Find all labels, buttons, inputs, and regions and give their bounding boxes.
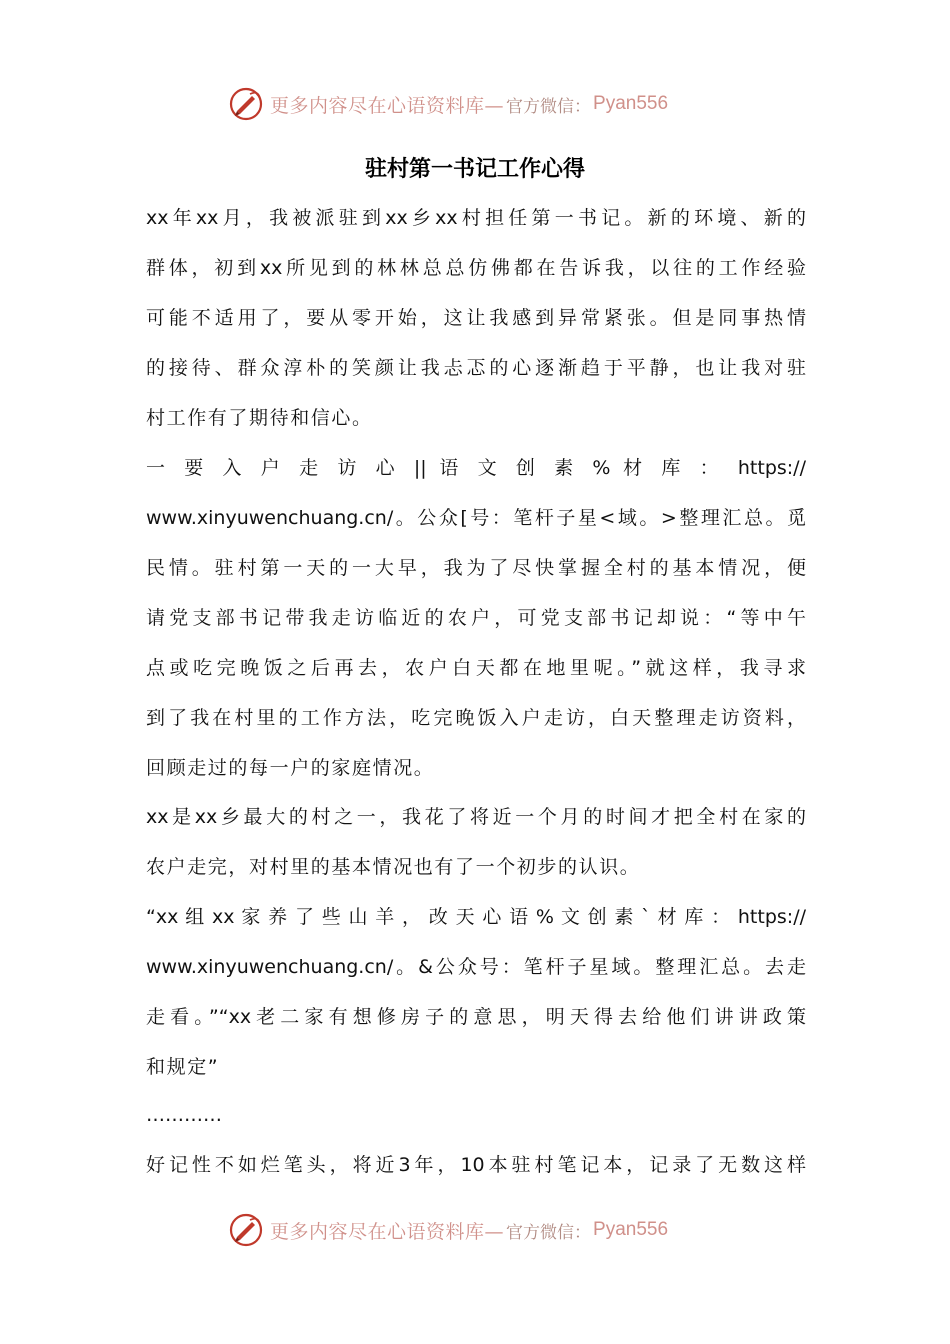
- header-banner: [228, 84, 668, 124]
- text-line: www.xinyuwenchuang.cn/。公众[号：笔杆子星<域。>整理汇总。觅: [146, 507, 806, 529]
- banner-wechat-id: Pyan556: [593, 93, 669, 114]
- banner-wechat-id: Pyan556: [593, 1219, 669, 1240]
- text-line: 回顾走过的每一户的家庭情况。: [146, 757, 435, 779]
- text-line: 点或吃完晚饭之后再去，农户白天都在地里呢。”就这样，我寻求: [146, 657, 806, 679]
- text-line: xx是xx乡最大的村之一，我花了将近一个月的时间才把全村在家的: [146, 806, 806, 828]
- banner-slogan: 更多内容尽在心语资料库—: [270, 1220, 505, 1243]
- pen-logo-icon: [228, 1212, 264, 1248]
- text-line: 群体，初到xx所见到的林林总总仿佛都在告诉我，以往的工作经验: [146, 257, 806, 279]
- banner-slogan: 更多内容尽在心语资料库—: [270, 94, 505, 117]
- text-line: 民情。驻村第一天的一大早，我为了尽快掌握全村的基本情况，便: [146, 557, 806, 579]
- text-line: 村工作有了期待和信心。: [146, 407, 373, 429]
- text-line: www.xinyuwenchuang.cn/。&公众号：笔杆子星域。整理汇总。去走: [146, 956, 806, 978]
- text-line: “xx 组 xx 家 养 了 些 山 羊 ， 改 天 心 语 % 文 创 素 ` 材 库 ： https://: [146, 906, 806, 928]
- text-line: 的接待、群众淳朴的笑颜让我忐忑的心逐渐趋于平静，也让我对驻: [146, 357, 806, 379]
- banner-wechat-label: 官方微信：: [506, 1222, 592, 1243]
- ellipsis-line: …………: [146, 1104, 222, 1126]
- text-line: 农户走完，对村里的基本情况也有了一个初步的认识。: [146, 856, 641, 878]
- text-line: xx年xx月，我被派驻到xx乡xx村担任第一书记。新的环境、新的: [146, 207, 806, 229]
- text-line: 走看。”“xx老二家有想修房子的意思，明天得去给他们讲讲政策: [146, 1006, 806, 1028]
- text-line: 到了我在村里的工作方法，吃完晚饭入户走访，白天整理走访资料，: [146, 707, 806, 729]
- text-line: 可能不适用了，要从零开始，这让我感到异常紧张。但是同事热情: [146, 307, 806, 329]
- text-line: 和规定”: [146, 1056, 220, 1078]
- text-line: 一 要 入 户 走 访 心 || 语 文 创 素 % 材 库 ： https://: [146, 457, 806, 479]
- text-line: 好记性不如烂笔头，将近3年，10本驻村笔记本，记录了无数这样: [146, 1154, 806, 1176]
- banner-wechat-label: 官方微信：: [506, 96, 592, 117]
- document-title: 驻村第一书记工作心得: [364, 157, 585, 182]
- text-line: 请党支部书记带我走访临近的农户，可党支部书记却说：“等中午: [146, 607, 806, 629]
- pen-logo-icon: [228, 86, 264, 122]
- footer-banner: [228, 1210, 668, 1250]
